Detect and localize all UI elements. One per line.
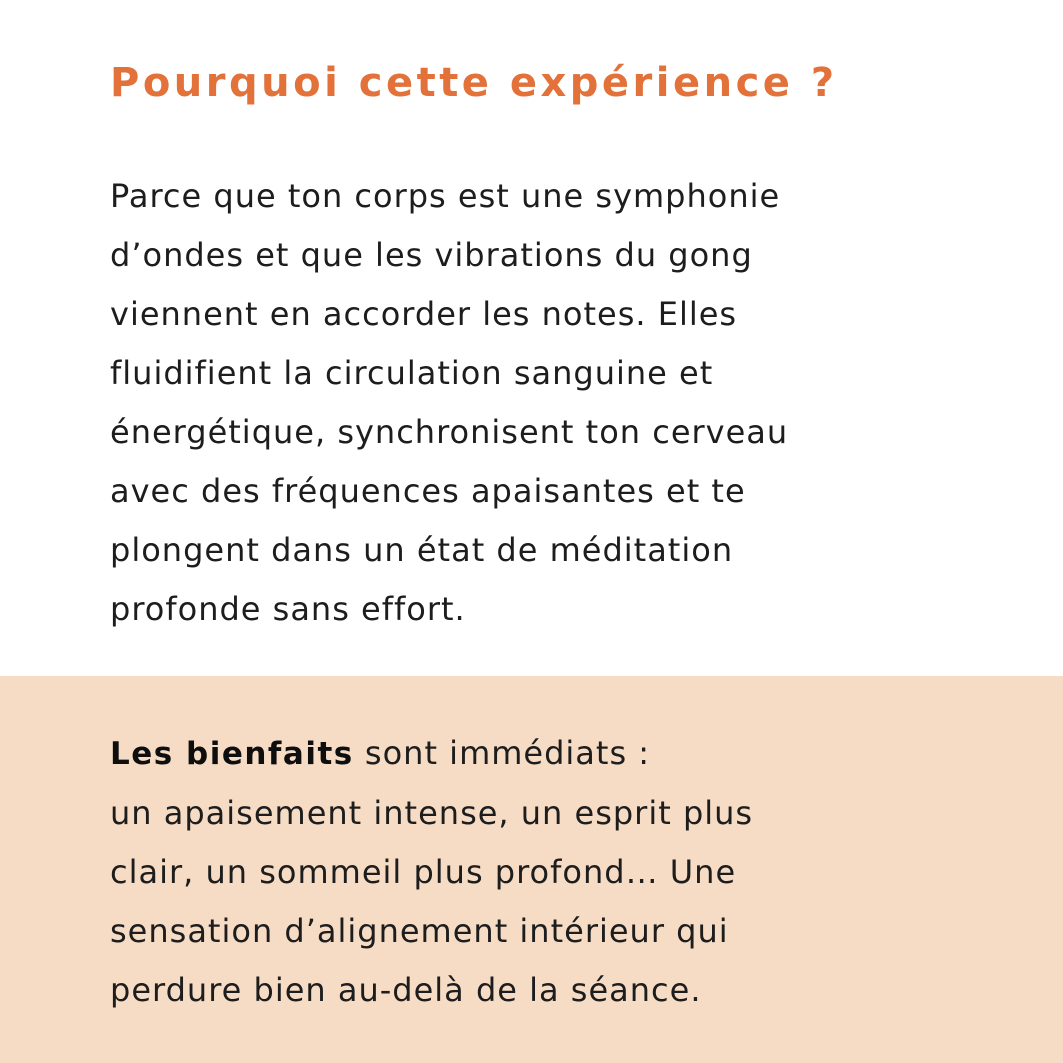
paragraph-line: sensation d’alignement intérieur qui — [110, 912, 729, 950]
paragraph-line: fluidifient la circulation sanguine et — [110, 354, 714, 392]
paragraph-line: viennent en accorder les notes. Elles — [110, 295, 738, 333]
paragraph-line: perdure bien au-delà de la séance. — [110, 971, 702, 1009]
benefits-lead-line — [110, 724, 1010, 784]
benefits-lead-rest: sont immédiats : — [353, 734, 651, 772]
paragraph-line: avec des fréquences apaisantes et te — [110, 472, 746, 510]
benefits-paragraph — [110, 724, 1010, 1020]
paragraph-line: d’ondes et que les vibrations du gong — [110, 236, 753, 274]
paragraph-line: clair, un sommeil plus profond… Une — [110, 853, 737, 891]
why-paragraph — [110, 167, 1010, 639]
section-title: Pourquoi cette expérience ? — [110, 60, 838, 106]
paragraph-line: un apaisement intense, un esprit plus — [110, 794, 754, 832]
benefits-panel — [0, 676, 1063, 1063]
paragraph-line: énergétique, synchronisent ton cerveau — [110, 413, 789, 451]
paragraph-line: plongent dans un état de méditation — [110, 531, 734, 569]
paragraph-line: profonde sans effort. — [110, 590, 466, 628]
benefits-lead-bold: Les bienfaits — [110, 736, 354, 772]
paragraph-line: Parce que ton corps est une symphonie — [110, 177, 781, 215]
